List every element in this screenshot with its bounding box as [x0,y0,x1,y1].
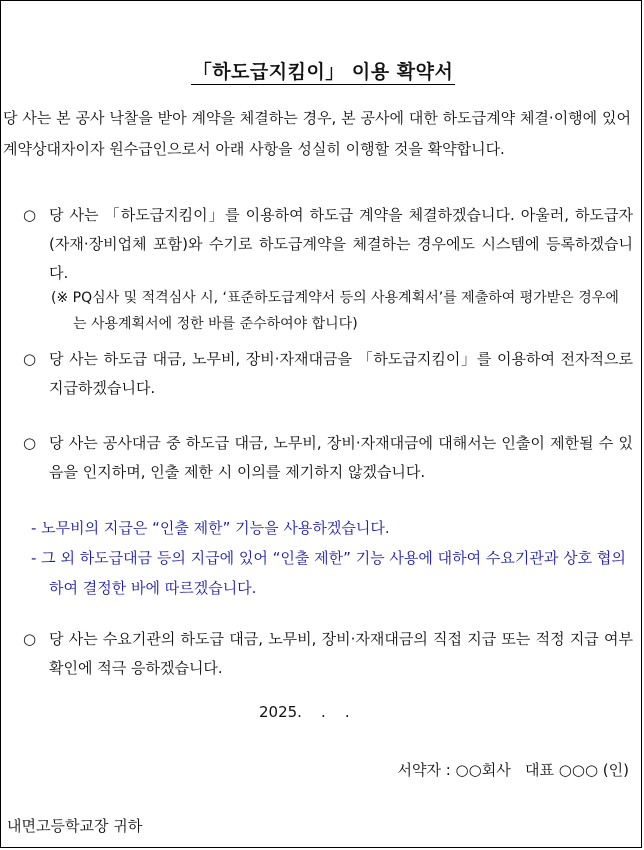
recipient: 내면고등학교장 귀하 [7,817,143,835]
pledge-item-1 [23,201,633,288]
circle-bullet-icon: ○ [23,206,37,224]
circle-bullet-icon: ○ [23,630,37,648]
pledge-subitem-1: - 노무비의 지급은 “인출 제한” 기능을 사용하겠습니다. [31,519,390,537]
intro-paragraph: 당 사는 본 공사 낙찰을 받아 계약을 체결하는 경우, 본 공사에 대한 하도급계약 체결·이행에 있어 계약상대자이자 원수급인으로서 아래 사항을 성실히 이행할 것을 확약합니다. [3,109,631,158]
pledge-item-2 [23,345,633,403]
circle-bullet-icon: ○ [23,434,37,452]
pledge-date: 2025. . . [259,703,350,721]
pledge-item-1-text: 당 사는 「하도급지킴이」를 이용하여 하도급 계약을 체결하겠습니다. 아울러, 하도급자(자재·장비업체 포함)와 수기로 하도급계약을 체결하는 경우에도 시스템에 등록하겠습니다. [49,206,633,282]
pledge-item-3 [23,429,633,487]
pledge-item-4 [23,625,633,683]
pq-note: (※ PQ심사 및 적격심사 시, ‘표준하도급계약서 등의 사용계획서’를 제출하여 평가받은 경우에는 사용계획서에 정한 바를 준수하여야 합니다) [51,290,619,332]
circle-bullet-icon: ○ [23,350,37,368]
pledge-item-3-text: 당 사는 공사대금 중 하도급 대금, 노무비, 장비·자재대금에 대해서는 인출이 제한될 수 있음을 인지하며, 인출 제한 시 이의를 제기하지 않겠습니다. [49,434,633,481]
pledge-subitem-2: - 그 외 하도급대금 등의 지급에 있어 “인출 제한” 기능 사용에 대하여 수요기관과 상호 협의하여 결정한 바에 따르겠습니다. [31,549,626,597]
pledge-item-2-text: 당 사는 하도급 대금, 노무비, 장비·자재대금을 「하도급지킴이」를 이용하여 전자적으로 지급하겠습니다. [49,350,633,397]
signer-line: 서약자 : ○○회사 대표 ○○○ (인) [397,761,629,779]
pledge-item-4-text: 당 사는 수요기관의 하도급 대금, 노무비, 장비·자재대금의 직접 지급 또는 적정 지급 여부 확인에 적극 응하겠습니다. [49,630,633,677]
document-title: 「하도급지킴이」 이용 확약서 [192,61,454,83]
